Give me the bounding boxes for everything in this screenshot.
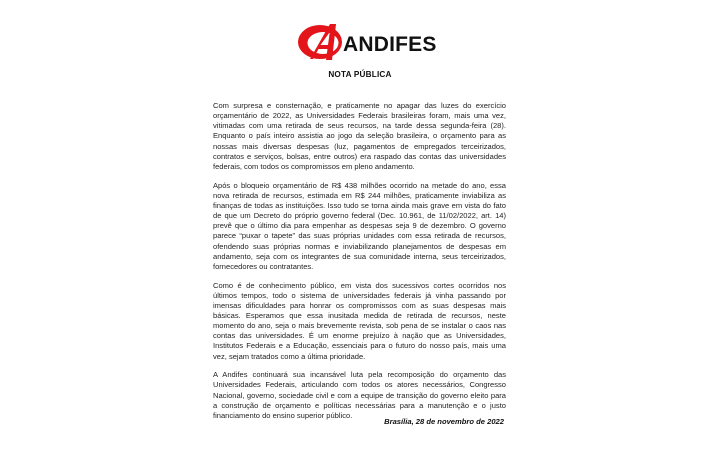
paragraph-3: Como é de conhecimento público, em vista dos sucessivos cortes ocorridos nos últimos tempos, todo o sistema de universidades federais já vinha passando por imensas dificuldades para honrar os compromissos com as suas despesas mais básicas. Esperamos que essa inusitada medida de retirada de recursos, neste momento do ano, seja o mais brevemente revista, sob pena de se instalar o caos nas contas das universidades. É um enorme prejuízo à nação que as Universidades, Institutos Federais e a Educação, essenciais para o futuro do nosso país, mais uma vez, sejam tratados como a última prioridade. (213, 280, 506, 361)
paragraph-4: A Andifes continuará sua incansável luta pela recomposição do orçamento das Universidades Federais, articulando com todos os atores necessários, Congresso Nacional, governo, sociedade civil e com a equipe de transição do governo eleito para a construção de orçamento e políticas necessárias para a manutenção e o justo financiamento do ensino superior público. (213, 370, 506, 420)
andifes-logo (296, 20, 437, 64)
paragraph-2: Após o bloqueio orçamentário de R$ 438 milhões ocorrido na metade do ano, essa nova retirada de recursos, estimada em R$ 244 milhões, praticamente inviabiliza as finanças de todas as instituições. Isso tudo se torna ainda mais grave em vista do fato de que um Decreto do próprio governo federal (Dec. 10.961, de 11/02/2022, art. 14) prevê que o último dia para empenhar as despesas seja 9 de dezembro. O governo parece “puxar o tapete” das suas próprias unidades com essa retirada de recursos, ofendendo suas próprias normas e inviabilizando planejamentos de despesas em andamento, seja com os integrantes de sua comunidade interna, seus terceirizados, fornecedores ou contratantes. (213, 180, 506, 271)
date-signoff: Brasília, 28 de novembro de 2022 (384, 417, 504, 426)
andifes-a-logo-icon (296, 20, 348, 64)
document-title: NOTA PÚBLICA (328, 70, 392, 79)
paragraph-1: Com surpresa e consternação, e praticamente no apagar das luzes do exercício orçamentário de 2022, as Universidades Federais brasileiras foram, mais uma vez, vitimadas com uma retirada de seus recursos, na tarde dessa segunda-feira (28). Enquanto o país inteiro assistia ao jogo da seleção brasileira, o orçamento para as nossas mais diversas despesas (luz, pagamentos de empregados terceirizados, contratos e serviços, bolsas, entre outros) era raspado das contas das universidades federais, com todos os compromissos em pleno andamento. (213, 101, 506, 171)
document-body (213, 101, 506, 430)
logo-text: ANDIFES (343, 33, 437, 56)
